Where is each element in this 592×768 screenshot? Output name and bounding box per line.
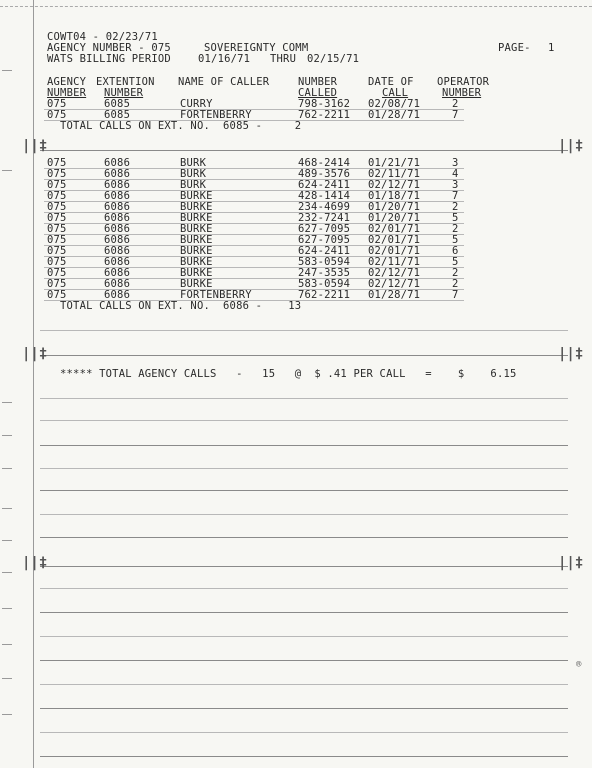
margin-tick bbox=[2, 468, 12, 469]
rule-line bbox=[40, 468, 568, 469]
rule-line bbox=[40, 732, 568, 733]
cell-date: 02/01/71 bbox=[368, 223, 421, 235]
perforated-edge bbox=[0, 0, 592, 7]
rule-line bbox=[40, 588, 568, 589]
cell-number: 247-3535 bbox=[298, 267, 351, 279]
cell-date: 02/01/71 bbox=[368, 245, 421, 257]
corner-mark: ® bbox=[576, 660, 582, 670]
cell-date: 02/11/71 bbox=[368, 168, 421, 180]
margin-tick bbox=[2, 644, 12, 645]
cell-op: 2 bbox=[452, 223, 459, 235]
rule-line bbox=[40, 684, 568, 685]
rule-line bbox=[40, 445, 568, 446]
rule-line bbox=[40, 355, 568, 356]
cell-agency: 075 bbox=[47, 267, 67, 279]
cell-ext: 6086 bbox=[104, 267, 131, 279]
feed-mark: ||‡ bbox=[22, 555, 48, 571]
thru-label: THRU bbox=[270, 53, 297, 65]
col-caller: NAME OF CALLER bbox=[178, 76, 270, 88]
cell-date: 02/11/71 bbox=[368, 256, 421, 268]
cell-op: 3 bbox=[452, 179, 459, 191]
cell-agency: 075 bbox=[47, 98, 67, 110]
cell-op: 2 bbox=[452, 201, 459, 213]
rule-line bbox=[40, 398, 568, 399]
cell-caller: BURK bbox=[180, 168, 207, 180]
cell-ext: 6086 bbox=[104, 256, 131, 268]
cell-number: 468-2414 bbox=[298, 157, 351, 169]
cell-date: 02/12/71 bbox=[368, 267, 421, 279]
col-agency-2: NUMBER bbox=[47, 87, 87, 99]
rule-line bbox=[40, 150, 568, 151]
cell-op: 5 bbox=[452, 256, 459, 268]
period-to: 02/15/71 bbox=[307, 53, 360, 65]
cell-number: 428-1414 bbox=[298, 190, 351, 202]
margin-tick bbox=[2, 714, 12, 715]
cell-number: 762-2211 bbox=[298, 289, 351, 301]
cell-agency: 075 bbox=[47, 278, 67, 290]
cell-ext: 6086 bbox=[104, 157, 131, 169]
cell-date: 02/01/71 bbox=[368, 234, 421, 246]
cell-ext: 6086 bbox=[104, 190, 131, 202]
extension-total: TOTAL CALLS ON EXT. NO. 6086 - 13 bbox=[60, 300, 302, 312]
cell-number: 624-2411 bbox=[298, 245, 351, 257]
cell-op: 5 bbox=[452, 212, 459, 224]
rule-line bbox=[40, 514, 568, 515]
feed-mark: ||‡ bbox=[558, 138, 584, 154]
cell-number: 234-4699 bbox=[298, 201, 351, 213]
rule-line bbox=[40, 636, 568, 637]
rule-line bbox=[40, 537, 568, 538]
cell-number: 489-3576 bbox=[298, 168, 351, 180]
margin-tick bbox=[2, 435, 12, 436]
cell-caller: BURKE bbox=[180, 245, 213, 257]
cell-op: 3 bbox=[452, 157, 459, 169]
cell-ext: 6086 bbox=[104, 168, 131, 180]
cell-ext: 6086 bbox=[104, 179, 131, 191]
cell-number: 583-0594 bbox=[298, 278, 351, 290]
feed-mark: ||‡ bbox=[558, 346, 584, 362]
rule-line bbox=[40, 490, 568, 491]
feed-mark: ||‡ bbox=[22, 346, 48, 362]
col-number-2: CALLED bbox=[298, 87, 338, 99]
cell-op: 2 bbox=[452, 98, 459, 110]
cell-caller: BURKE bbox=[180, 223, 213, 235]
cell-op: 2 bbox=[452, 278, 459, 290]
cell-number: 762-2211 bbox=[298, 109, 351, 121]
margin-tick bbox=[2, 508, 12, 509]
cell-agency: 075 bbox=[47, 256, 67, 268]
cell-ext: 6086 bbox=[104, 289, 131, 301]
rule-line bbox=[40, 420, 568, 421]
rule-line bbox=[40, 756, 568, 757]
cell-caller: BURKE bbox=[180, 212, 213, 224]
cell-caller: BURK bbox=[180, 157, 207, 169]
cell-agency: 075 bbox=[47, 179, 67, 191]
cell-agency: 075 bbox=[47, 212, 67, 224]
cell-caller: FORTENBERRY bbox=[180, 109, 252, 121]
agency-total-summary: ***** TOTAL AGENCY CALLS - 15 @ $ .41 PER CALL = $ 6.15 bbox=[60, 368, 517, 380]
col-date-2: CALL bbox=[382, 87, 409, 99]
page-number: 1 bbox=[548, 42, 555, 54]
agency-name: SOVEREIGNTY COMM bbox=[204, 42, 309, 54]
cell-date: 01/28/71 bbox=[368, 289, 421, 301]
margin-tick bbox=[2, 572, 12, 573]
cell-number: 232-7241 bbox=[298, 212, 351, 224]
col-agency-1: AGENCY bbox=[47, 76, 87, 88]
cell-agency: 075 bbox=[47, 289, 67, 301]
cell-date: 02/12/71 bbox=[368, 179, 421, 191]
cell-ext: 6086 bbox=[104, 245, 131, 257]
col-op-2: NUMBER bbox=[442, 87, 482, 99]
cell-ext: 6086 bbox=[104, 234, 131, 246]
report-id: COWT04 - 02/23/71 bbox=[47, 31, 158, 43]
cell-ext: 6086 bbox=[104, 201, 131, 213]
cell-agency: 075 bbox=[47, 157, 67, 169]
margin-tick bbox=[2, 540, 12, 541]
col-ext-1: EXTENTION bbox=[96, 76, 155, 88]
cell-date: 01/21/71 bbox=[368, 157, 421, 169]
cell-date: 01/18/71 bbox=[368, 190, 421, 202]
cell-op: 7 bbox=[452, 109, 459, 121]
cell-agency: 075 bbox=[47, 223, 67, 235]
feed-mark: ||‡ bbox=[22, 138, 48, 154]
cell-ext: 6086 bbox=[104, 223, 131, 235]
cell-caller: BURK bbox=[180, 179, 207, 191]
agency-line: AGENCY NUMBER - 075 bbox=[47, 42, 171, 54]
period-label: WATS BILLING PERIOD bbox=[47, 53, 171, 65]
col-date-1: DATE OF bbox=[368, 76, 414, 88]
rule-line bbox=[40, 660, 568, 661]
cell-caller: BURKE bbox=[180, 267, 213, 279]
cell-agency: 075 bbox=[47, 168, 67, 180]
cell-number: 798-3162 bbox=[298, 98, 351, 110]
margin-tick bbox=[2, 70, 12, 71]
cell-date: 01/20/71 bbox=[368, 201, 421, 213]
cell-caller: BURKE bbox=[180, 190, 213, 202]
rule-line bbox=[40, 330, 568, 331]
col-ext-2: NUMBER bbox=[104, 87, 144, 99]
cell-op: 5 bbox=[452, 234, 459, 246]
cell-op: 7 bbox=[452, 289, 459, 301]
page-label: PAGE- bbox=[498, 42, 531, 54]
extension-total: TOTAL CALLS ON EXT. NO. 6085 - 2 bbox=[60, 120, 302, 132]
cell-number: 627-7095 bbox=[298, 234, 351, 246]
cell-date: 02/12/71 bbox=[368, 278, 421, 290]
cell-number: 624-2411 bbox=[298, 179, 351, 191]
rule-line bbox=[40, 566, 568, 567]
cell-caller: FORTENBERRY bbox=[180, 289, 252, 301]
cell-caller: CURRY bbox=[180, 98, 213, 110]
col-number-1: NUMBER bbox=[298, 76, 338, 88]
cell-caller: BURKE bbox=[180, 256, 213, 268]
cell-agency: 075 bbox=[47, 190, 67, 202]
cell-ext: 6086 bbox=[104, 212, 131, 224]
cell-ext: 6085 bbox=[104, 98, 131, 110]
period-from: 01/16/71 bbox=[198, 53, 251, 65]
margin-tick bbox=[2, 170, 12, 171]
cell-op: 6 bbox=[452, 245, 459, 257]
cell-agency: 075 bbox=[47, 201, 67, 213]
cell-date: 01/28/71 bbox=[368, 109, 421, 121]
margin-tick bbox=[2, 608, 12, 609]
cell-date: 02/08/71 bbox=[368, 98, 421, 110]
cell-op: 4 bbox=[452, 168, 459, 180]
cell-agency: 075 bbox=[47, 234, 67, 246]
cell-op: 2 bbox=[452, 267, 459, 279]
cell-number: 583-0594 bbox=[298, 256, 351, 268]
cell-agency: 075 bbox=[47, 109, 67, 121]
cell-date: 01/20/71 bbox=[368, 212, 421, 224]
cell-caller: BURKE bbox=[180, 234, 213, 246]
cell-ext: 6085 bbox=[104, 109, 131, 121]
rule-line bbox=[40, 612, 568, 613]
margin-tick bbox=[2, 402, 12, 403]
cell-op: 7 bbox=[452, 190, 459, 202]
cell-ext: 6086 bbox=[104, 278, 131, 290]
feed-mark: ||‡ bbox=[558, 555, 584, 571]
cell-caller: BURKE bbox=[180, 201, 213, 213]
margin-tick bbox=[2, 678, 12, 679]
cell-agency: 075 bbox=[47, 245, 67, 257]
margin-line bbox=[33, 0, 34, 768]
rule-line bbox=[40, 708, 568, 709]
col-op-1: OPERATOR bbox=[437, 76, 490, 88]
cell-number: 627-7095 bbox=[298, 223, 351, 235]
cell-caller: BURKE bbox=[180, 278, 213, 290]
